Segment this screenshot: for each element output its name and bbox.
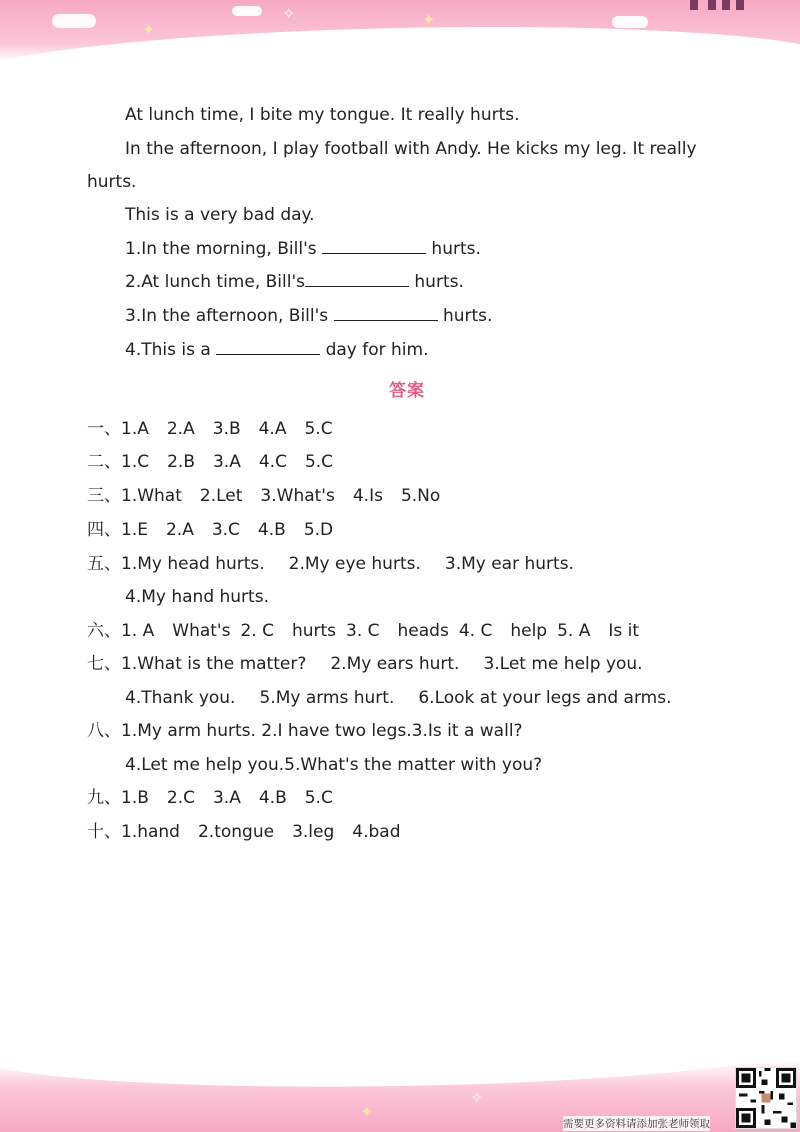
answer-item: 3.Let me help you.	[483, 654, 643, 674]
answer-item: 2.A	[166, 419, 195, 439]
star-icon: ✧	[282, 4, 296, 23]
answer-item: 2.tongue	[197, 822, 275, 842]
answer-title: 答案	[389, 381, 425, 401]
answer-item: 1.What is the matter?	[121, 654, 307, 674]
answer-item: hurts	[291, 621, 337, 641]
section-label: 五、	[87, 554, 121, 574]
answer-section-9	[87, 787, 333, 809]
star-icon: ✦	[142, 20, 156, 39]
answer-item: 5.No	[400, 486, 441, 506]
answer-section-1	[87, 418, 333, 440]
qr-code[interactable]	[735, 1067, 797, 1129]
question-4	[125, 339, 429, 361]
answer-blank	[305, 272, 409, 287]
answer-item: 5.My arms hurt.	[259, 688, 395, 708]
passage-line: In the afternoon, I play football with Andy. He kicks my leg. It really	[125, 139, 697, 159]
answer-item: 4.bad	[352, 822, 401, 842]
answer-item: 3.A	[212, 788, 241, 808]
section-label: 三、	[87, 486, 121, 506]
question-text: 4.This is a	[125, 340, 211, 360]
question-text: hurts.	[431, 239, 481, 259]
answer-item: 2.C	[166, 788, 195, 808]
answer-item: 5.What's the matter with you?	[284, 755, 543, 775]
section-label: 六、	[87, 621, 121, 641]
answer-item: What's	[172, 621, 231, 641]
answer-item: 1.My head hurts.	[121, 554, 265, 574]
question-text: 1.In the morning, Bill's	[125, 239, 317, 259]
star-icon: ✧	[470, 1088, 484, 1107]
answer-item: 4.A	[258, 419, 287, 439]
cloud-decoration	[232, 6, 262, 16]
answer-item: Is it	[608, 621, 640, 641]
passage-line: hurts.	[87, 172, 137, 192]
answer-section-7-cont	[125, 687, 671, 709]
question-2	[125, 271, 464, 293]
answer-item: 4.B	[258, 788, 287, 808]
question-text: day for him.	[325, 340, 429, 360]
section-label: 七、	[87, 654, 121, 674]
answer-section-5	[87, 553, 574, 575]
corner-decoration	[650, 0, 800, 40]
section-label: 一、	[87, 419, 121, 439]
answer-item: 5.C	[304, 788, 333, 808]
section-label: 十、	[87, 822, 121, 842]
answer-item: 3.leg	[292, 822, 335, 842]
star-icon: ✦	[422, 10, 436, 29]
question-text: 3.In the afternoon, Bill's	[125, 306, 329, 326]
answer-blank	[216, 340, 320, 355]
answer-section-8	[87, 720, 523, 742]
answer-item: 5.C	[304, 419, 333, 439]
answer-item: 1.B	[121, 788, 149, 808]
answer-item: 3.A	[212, 452, 241, 472]
answer-item: 1.My arm hurts.	[121, 721, 256, 741]
answer-item: 1.hand	[121, 822, 180, 842]
answer-section-7	[87, 653, 643, 675]
answer-item: 4.C	[258, 452, 287, 472]
question-3	[125, 305, 492, 327]
qr-code-icon	[736, 1068, 796, 1128]
banner-wave	[0, 1060, 800, 1094]
answer-section-5-cont	[125, 586, 269, 608]
answer-item: 4. C	[458, 621, 493, 641]
answer-item: heads	[397, 621, 449, 641]
answer-item: 2.I have two legs.	[261, 721, 412, 741]
answer-item: 4.B	[257, 520, 286, 540]
answer-blank	[334, 306, 438, 321]
answer-item: 2.A	[165, 520, 194, 540]
answer-item: 6.Look at your legs and arms.	[418, 688, 672, 708]
section-label: 四、	[87, 520, 121, 540]
section-label: 九、	[87, 788, 121, 808]
answer-item: 2.Let	[199, 486, 243, 506]
answer-item: 2.B	[167, 452, 195, 472]
answer-item: 1.C	[121, 452, 150, 472]
answer-item: 3.What's	[260, 486, 335, 506]
answer-item: 1.E	[121, 520, 148, 540]
answer-section-3	[87, 485, 440, 507]
answer-section-8-cont	[125, 754, 542, 776]
answer-section-4	[87, 519, 333, 541]
answer-item: 2. C	[240, 621, 274, 641]
answer-item: 1. A	[121, 621, 155, 641]
top-banner	[0, 0, 800, 62]
answer-item: 3.My ear hurts.	[444, 554, 574, 574]
answer-item: 4.Is	[352, 486, 383, 506]
answer-item: 2.My ears hurt.	[330, 654, 460, 674]
answer-section-2	[87, 451, 333, 473]
answer-item: 5.D	[303, 520, 334, 540]
question-text: 2.At lunch time, Bill's	[125, 272, 305, 292]
answer-section-10	[87, 821, 401, 843]
cloud-decoration	[612, 16, 648, 28]
answer-item: 5. A	[557, 621, 591, 641]
answer-item: 3. C	[346, 621, 380, 641]
question-text: hurts.	[414, 272, 464, 292]
passage-line: At lunch time, I bite my tongue. It really hurts.	[125, 105, 520, 125]
answer-item: 2.My eye hurts.	[288, 554, 421, 574]
star-icon: ✦	[360, 1102, 374, 1121]
section-label: 二、	[87, 452, 121, 472]
answer-item: 3.B	[212, 419, 241, 439]
answer-item: 1.A	[121, 419, 149, 439]
footer-note: 需要更多资料请添加张老师领取	[563, 1118, 710, 1130]
answer-item: 5.C	[304, 452, 334, 472]
answer-item: 3.Is it a wall?	[411, 721, 523, 741]
question-text: hurts.	[442, 306, 493, 326]
answer-item: 4.Let me help you.	[125, 755, 285, 775]
passage-line: This is a very bad day.	[125, 205, 315, 225]
answer-item: 3.C	[211, 520, 240, 540]
answer-item: help	[510, 621, 548, 641]
answer-item: 1.What	[121, 486, 182, 506]
answer-blank	[322, 239, 426, 254]
answer-item: 4.My hand hurts.	[125, 587, 269, 607]
answer-item: 4.Thank you.	[125, 688, 236, 708]
section-label: 八、	[87, 721, 121, 741]
answer-section-6	[87, 620, 639, 642]
question-1	[125, 238, 481, 260]
cloud-decoration	[52, 14, 96, 28]
